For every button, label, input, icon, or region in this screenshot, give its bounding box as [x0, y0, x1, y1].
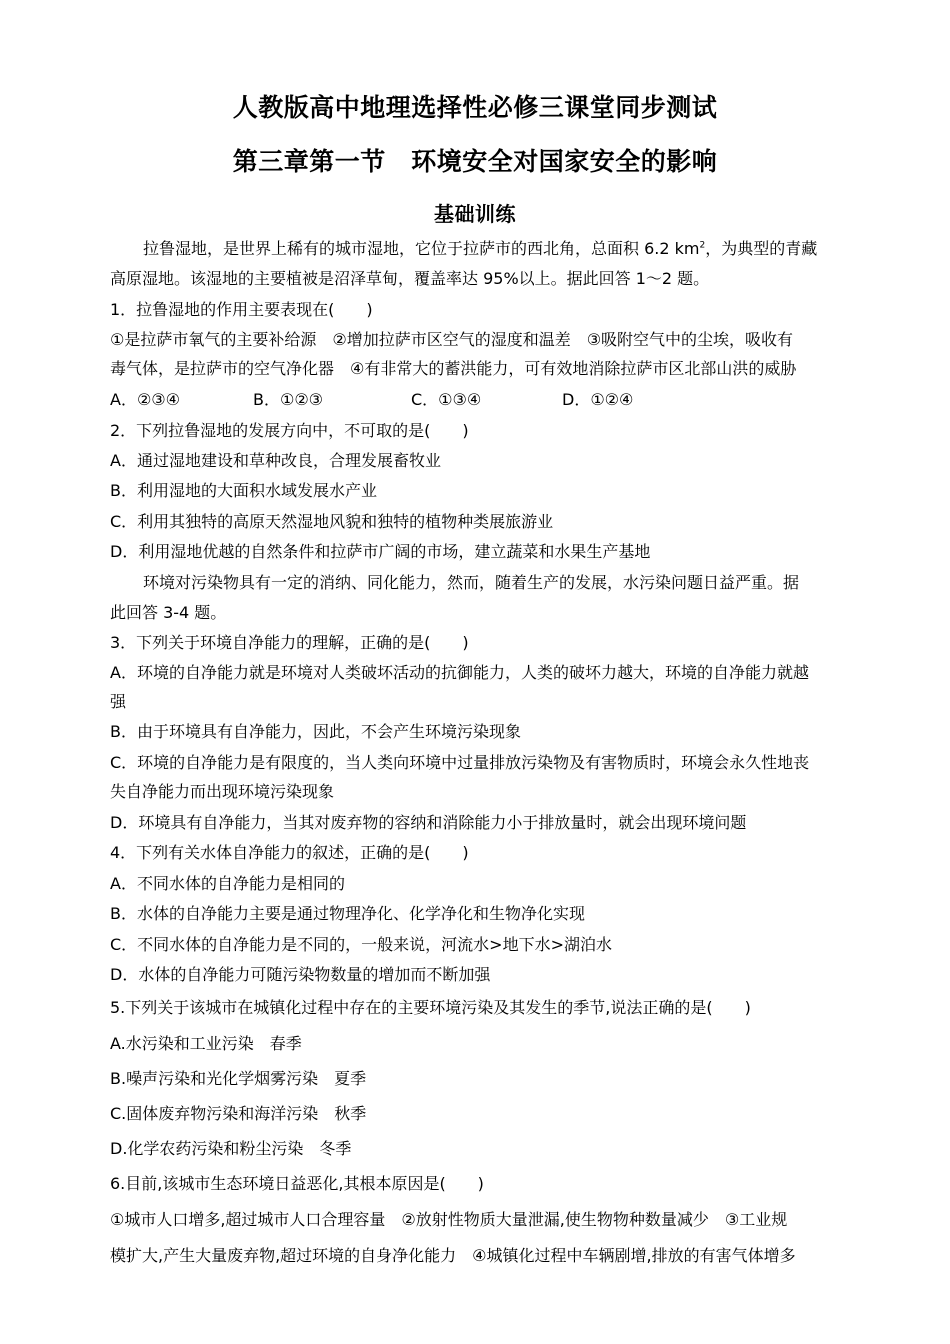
q5-option-c: C.固体废弃物污染和海洋污染 秋季: [110, 1104, 367, 1123]
q1-option-c: C．①③④: [411, 390, 482, 409]
q3-option-a-line1: A．环境的自净能力就是环境对人类破坏活动的抗御能力，人类的破坏力越大，环境的自净能力就越: [110, 663, 809, 682]
q2-option-d: D．利用湿地优越的自然条件和拉萨市广阔的市场，建立蔬菜和水果生产基地: [110, 542, 651, 561]
q3-option-d: D．环境具有自净能力，当其对废弃物的容纳和消除能力小于排放量时，就会出现环境问题: [110, 813, 747, 832]
q2-option-b: B．利用湿地的大面积水域发展水产业: [110, 481, 377, 500]
q5-option-a: A.水污染和工业污染 春季: [110, 1034, 302, 1053]
q2-option-c: C．利用其独特的高原天然湿地风貌和独特的植物种类展旅游业: [110, 512, 554, 531]
q5-stem: 5.下列关于该城市在城镇化过程中存在的主要环境污染及其发生的季节,说法正确的是( ): [110, 998, 751, 1017]
q5-option-d: D.化学农药污染和粉尘污染 冬季: [110, 1139, 352, 1158]
q4-stem: 4．下列有关水体自净能力的叙述，正确的是( ): [110, 843, 469, 862]
passage2-line1: 环境对污染物具有一定的消纳、同化能力，然而，随着生产的发展，水污染问题日益严重。据: [143, 573, 800, 592]
q1-option-b: B．①②③: [253, 390, 324, 409]
q1-option-d: D．①②④: [562, 390, 634, 409]
section-title: 基础训练: [434, 202, 516, 226]
passage1-line1: 拉鲁湿地，是世界上稀有的城市湿地，它位于拉萨市的西北角，总面积 6.2 $km^2$，为典型的青藏: [143, 239, 818, 258]
q3-option-a-line2: 强: [110, 692, 127, 711]
passage2-line2: 此回答 3-4 题。: [110, 603, 227, 622]
q3-option-b: B．由于环境具有自净能力，因此，不会产生环境污染现象: [110, 722, 521, 741]
q1-detail-line2: 毒气体，是拉萨市的空气净化器 ④有非常大的蓄洪能力，可有效地消除拉萨市区北部山洪的威胁: [110, 359, 797, 378]
q2-option-a: A．通过湿地建设和草种改良，合理发展畜牧业: [110, 451, 441, 470]
q1-detail-line1: ①是拉萨市氧气的主要补给源 ②增加拉萨市区空气的湿度和温差 ③吸附空气中的尘埃，吸收有: [110, 330, 794, 349]
q6-detail-line2: 模扩大,产生大量废弃物,超过环境的自身净化能力 ④城镇化过程中车辆剧增,排放的有害气体增多: [110, 1246, 796, 1265]
q1-stem: 1．拉鲁湿地的作用主要表现在( ): [110, 300, 373, 319]
q3-stem: 3．下列关于环境自净能力的理解，正确的是( ): [110, 633, 469, 652]
q4-option-d: D．水体的自净能力可随污染物数量的增加而不断加强: [110, 965, 491, 984]
q5-option-b: B.噪声污染和光化学烟雾污染 夏季: [110, 1069, 367, 1088]
document-title: 人教版高中地理选择性必修三课堂同步测试: [232, 93, 718, 122]
superscript-2: 2: [699, 240, 706, 251]
q1-option-a: A．②③④: [110, 390, 180, 409]
q4-option-c: C．不同水体的自净能力是不同的，一般来说，河流水>地下水>湖泊水: [110, 935, 612, 954]
q4-option-a: A．不同水体的自净能力是相同的: [110, 874, 345, 893]
chapter-title: 第三章第一节 环境安全对国家安全的影响: [232, 147, 718, 176]
q6-stem: 6.目前,该城市生态环境日益恶化,其根本原因是( ): [110, 1174, 484, 1193]
q4-option-b: B．水体的自净能力主要是通过物理净化、化学净化和生物净化实现: [110, 904, 585, 923]
passage1-line2: 高原湿地。该湿地的主要植被是沼泽草甸，覆盖率达 95%以上。据此回答 1～2 题。: [110, 269, 710, 288]
q6-detail-line1: ①城市人口增多,超过城市人口合理容量 ②放射性物质大量泄漏,使生物物种数量减少 ③工业规: [110, 1210, 788, 1229]
q2-stem: 2．下列拉鲁湿地的发展方向中，不可取的是( ): [110, 421, 469, 440]
q3-option-c-line1: C．环境的自净能力是有限度的，当人类向环境中过量排放污染物及有害物质时，环境会永久性地丧: [110, 753, 810, 772]
q3-option-c-line2: 失自净能力而出现环境污染现象: [110, 782, 335, 801]
